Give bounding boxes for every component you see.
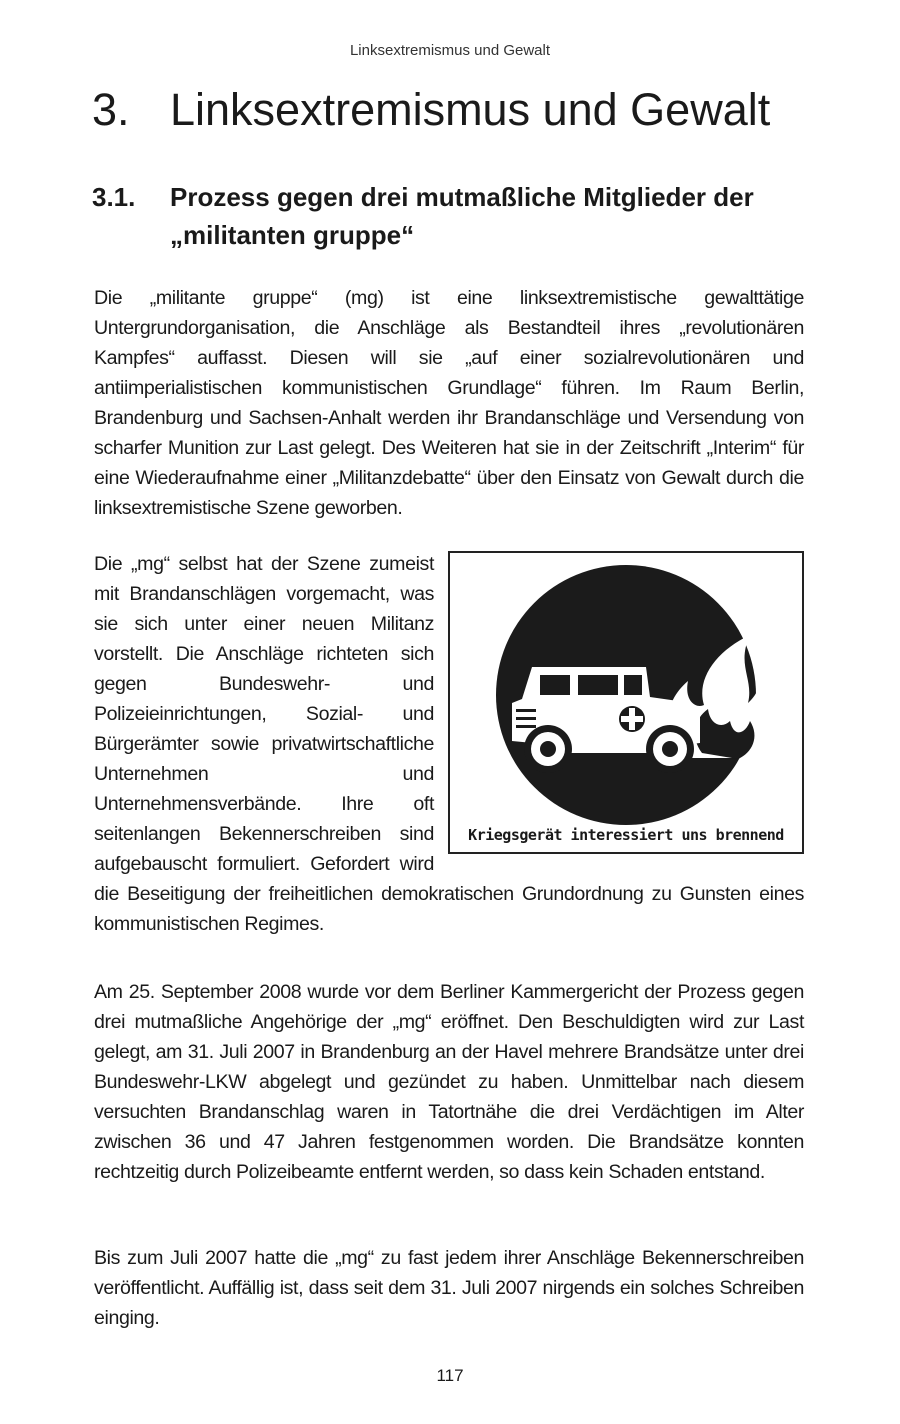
section-number: 3.1. [92,182,136,212]
figure [448,551,804,854]
paragraph-1: Die „militante gruppe“ (mg) ist eine linksextremistische gewalttätige Untergrundorganisation, die Anschläge als Bestandteil ihres „revolutionären Kampfes“ auffasst. Diesen will sie „auf einer sozialrevolutionären und antiimperialistischen kommunistischen Grundlage“ führen. Im Raum Berlin, Brandenburg und Sachsen-Anhalt werden ihr Brandanschläge und Versendung von scharfer Munition zur Last gelegt. Des Weiteren hat sie in der Zeitschrift „Interim“ für eine Wiederaufnahme einer „Militanzdebatte“ über den Einsatz von Gewalt durch die linksextremistische Szene geworben. [94,287,804,519]
paragraph-2-block [94,549,804,939]
figure-caption: Kriegsgerät interessiert uns brennend [468,826,784,844]
burning-military-vehicle-icon [450,553,802,852]
paragraph-4: Bis zum Juli 2007 hatte die „mg“ zu fast jedem ihrer Anschläge Bekennerschreiben veröffentlicht. Auffällig ist, dass seit dem 31. Juli 2007 nirgends ein solches Schreiben einging. [94,1247,804,1329]
page-number: 117 [436,1366,464,1385]
chapter-title-text: Linksextremismus und Gewalt [170,84,771,135]
section-title-text: Prozess gegen drei mutmaßliche Mitglieder der „militanten gruppe“ [170,182,754,250]
paragraph-3: Am 25. September 2008 wurde vor dem Berliner Kammergericht der Prozess gegen drei mutmaßliche Angehörige der „mg“ eröffnet. Den Beschuldigten wird zur Last gelegt, am 31. Juli 2007 in Brandenburg an der Havel mehrere Brandsätze unter drei Bundeswehr-LKW abgelegt und gezündet zu haben. Unmittelbar nach diesem versuchten Brandanschlag waren in Tatortnähe die drei Verdächtigen im Alter zwischen 36 und 47 Jahren festgenommen worden. Die Brandsätze konnten rechtzeitig durch Polizeibeamte entfernt werden, so dass kein Schaden entstand. [94,981,804,1183]
running-head: Linksextremismus und Gewalt [349,42,551,59]
section-title [92,178,812,254]
chapter-number: 3. [92,84,130,135]
paragraph-2: Die „mg“ selbst hat der Szene zumeist mit Brandanschlägen vorgemacht, was sie sich unter einer neuen Militanz vorstellt. Die Anschläge richteten sich gegen Bundeswehr- und Polizeieinrichtungen, Sozial- und Bürgerämter sowie privatwirtschaftliche Unternehmen und Unternehmensverbände. Ihre oft seitenlangen Bekennerschreiben sind aufgebauscht formuliert. Gefordert wird die Beseitigung der freiheitlichen demokratischen Grundordnung zu Gunsten eines kommunistischen Regimes. [94,553,804,935]
chapter-title [92,84,812,136]
